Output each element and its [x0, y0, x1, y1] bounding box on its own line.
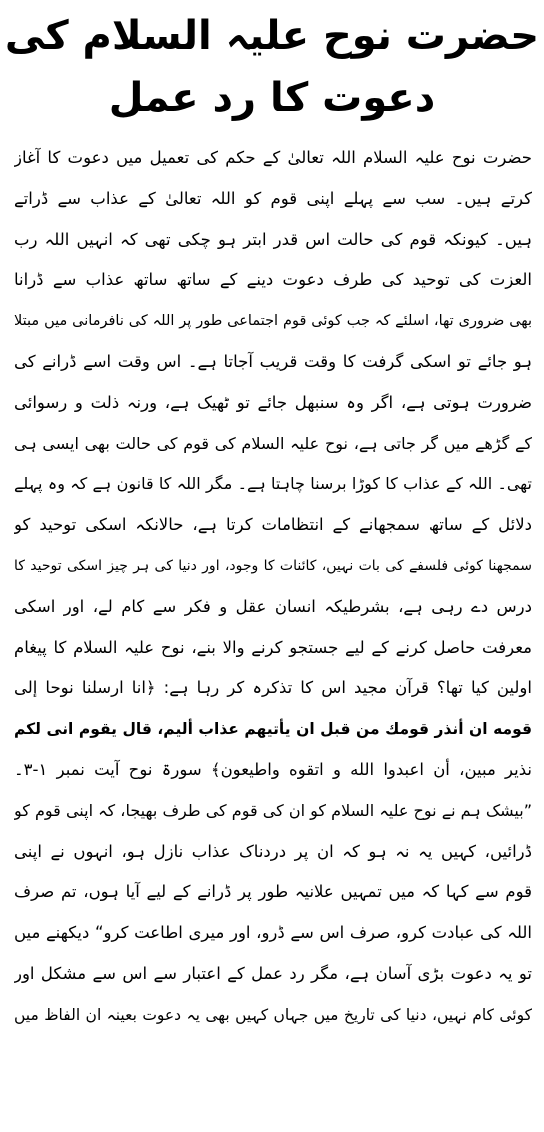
body-line: کرتے ہیں۔ سب سے پہلے اپنی قوم کو اللہ تعالیٰ کے عذاب سے ڈراتے: [14, 188, 532, 208]
body-line: حضرت نوح علیہ السلام اللہ تعالیٰ کے حکم کی تعمیل میں دعوت کا آغاز: [14, 148, 532, 167]
body-line: ”بیشک ہم نے نوح علیہ السلام کو ان کی قوم کی طرف بھیجا، کہ اپنی قوم کو: [14, 800, 532, 820]
quran-verse-line: قومه ان أنذر قومك من قبل ان يأتيهم عذاب أليم، قال يقوم انى لكم: [14, 720, 532, 739]
body-line: دلائل کے ساتھ سمجھانے کے انتظامات کرتا ہے، حالانکہ اسکی توحید کو: [14, 515, 532, 535]
body-line: ہو جائے تو اسکی گرفت کا وقت قریب آجاتا ہے۔ اس وقت اسے ڈرانے کی: [14, 351, 532, 371]
article-body: [14, 138, 532, 1036]
body-line: نذير مبين، أن اعبدوا الله و اتقوه واطيعون﴾ سورۃ نوح آیت نمبر ۱-۳۔: [14, 759, 532, 779]
article-title-line-2: دعوت کا رد عمل: [108, 75, 436, 121]
body-line: تو یہ دعوت بڑی آسان ہے، مگر رد عمل کے اعتبار سے اس سے مشکل اور: [14, 963, 532, 983]
body-line: معرفت حاصل کرنے کے لیے جستجو کرنے والا بنے، نوح علیہ السلام کا پیغام: [14, 637, 532, 657]
body-line: قوم سے کہا کہ میں تمہیں علانیہ طور پر ڈرانے کے لیے آیا ہوں، تم صرف: [14, 882, 532, 902]
body-line: العزت کی توحید کی طرف دعوت دینے کے ساتھ ساتھ عذاب سے ڈرانا: [14, 270, 532, 290]
body-line: ہیں۔ کیونکہ قوم کی حالت اس قدر ابتر ہو چکی تھی کہ انہیں اللہ رب: [14, 229, 532, 249]
body-line: اللہ کی عبادت کرو، صرف اس سے ڈرو، اور میری اطاعت کرو“ دیکھنے میں: [14, 923, 532, 943]
body-line: کے گڑھے میں گر جاتی ہے، نوح علیہ السلام کی قوم کی حالت بھی ایسی ہی: [14, 433, 532, 453]
body-line: تھی۔ اللہ کے عذاب کا کوڑا برسنا چاہتا ہے۔ مگر اللہ کا قانون ہے کہ وہ پہلے: [14, 474, 532, 494]
body-line: سمجھنا کوئی فلسفے کی بات نہیں، کائنات کا وجود، اور دنیا کی ہر چیز اسکی توحید کا: [14, 557, 532, 574]
article-title-line-1: حضرت نوح علیہ السلام کی: [4, 13, 540, 59]
body-line: درس دے رہی ہے، بشرطیکہ انسان عقل و فکر سے کام لے، اور اسکی: [14, 596, 532, 616]
body-line: کوئی کام نہیں، دنیا کی تاریخ میں جہاں کہیں بھی یہ دعوت بعینہ ان الفاظ میں: [14, 1005, 532, 1024]
body-line: ضرورت ہوتی ہے، اگر وہ سنبھل جائے تو ٹھیک ہے، ورنہ ذلت و رسوائی: [14, 392, 532, 412]
body-line: ڈرائیں، کہیں یہ نہ ہو کہ ان پر دردناک عذاب نازل ہو، انہوں نے اپنی: [14, 841, 532, 861]
body-line: اولین کیا تھا؟ قرآن مجید اس کا تذکرہ کر رہا ہے: ﴿انا ارسلنا نوحا إلى: [14, 678, 532, 698]
body-line: بھی ضروری تھا، اسلئے کہ جب کوئی قوم اجتماعی طور پر اللہ کی نافرمانی میں مبتلا: [14, 313, 532, 330]
